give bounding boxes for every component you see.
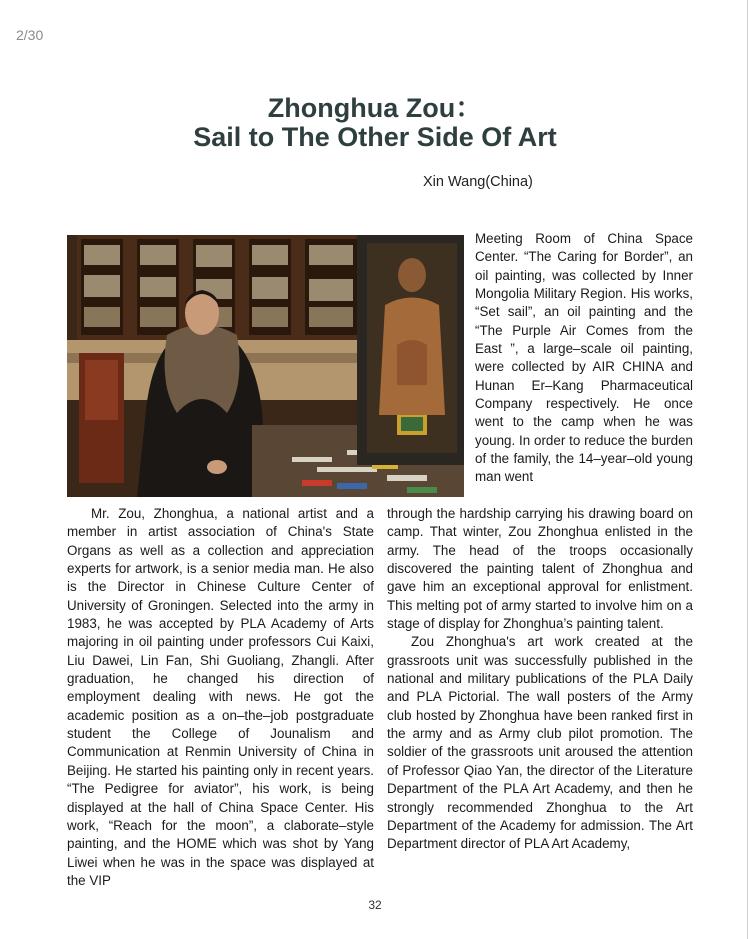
left-paragraph: Mr. Zou, Zhonghua, a national artist and a member in artist association of China's State Organs as well as a collection and appreciation experts for artwork, is a senior media man. He also is the Director in Chinese Culture Center of University of Groningen. Selected into the army in 1983, he was accepted by PLA Academy of Arts majoring in oil painting under professors Cui Kaixi, Liu Dawei, Lin Fan, Shi Guoliang, Zhangli. After graduation, he changed his direction of employment dealing with news. He got the academic position as a on–the–job postgraduate student the College of Jounalism and Communication at Renmin University of China in Beijing. He started his painting only in recent years. “The Pedigree for aviator”, his work, is being displayed at the hall of China Space Center. His work, “Reach for the moon”, a claborate–style painting, and the HOME which was shot by Yang Liwei when he was in the space was displayed at the VIP bbox=[67, 506, 374, 888]
right-paragraph-2: Zou Zhonghua's art work created at the grassroots unit was successfully published in the national and military publications of the PLA Daily and PLA Pictorial. The wall posters of the Army club hosted by Zhonghua have been ranked first in the army and as Army club pilot promotion. The soldier of the grassroots unit aroused the attention of Professor Qiao Yan, the director of the Literature Department of the PLA Art Academy, and then he strongly recommended Zhonghua to the Art Department of the Academy for admission. The Art Department director of PLA Art Academy, bbox=[387, 634, 693, 852]
artist-studio-photo-illustration bbox=[67, 235, 464, 497]
page-counter: 2/30 bbox=[16, 27, 44, 43]
page-edge-divider bbox=[747, 0, 748, 939]
right-column bbox=[387, 505, 693, 854]
article-title-line1: Zhonghua Zou： bbox=[267, 93, 483, 123]
right-top-paragraph: Meeting Room of China Space Center. “The Caring for Border”, an oil painting, was collected by Inner Mongolia Military Region. His works, “Set sail”, an oil painting and the “The Purple Air Comes from the East ”, a large–scale oil painting, were collected by AIR CHINA and Hunan Er–Kang Pharmaceutical Company respectively. He once went to the camp when he was young. In order to reduce the burden of the family, the 14–year–old young man went bbox=[475, 231, 693, 485]
right-column-top-text bbox=[475, 230, 693, 487]
right-paragraph-continued: through the hardship carrying his drawing board on camp. That winter, Zou Zhonghua enlisted in the army. The head of the troops occasionally discovered the painting talent of Zhonghua and gave him an exceptional approval for enlistment. This melting pot of army started to involve him on a stage of display for Zhonghua’s painting talent. bbox=[387, 506, 693, 632]
left-column bbox=[67, 505, 374, 890]
artist-studio-photo bbox=[67, 235, 464, 497]
article-author: Xin Wang(China) bbox=[423, 174, 533, 190]
article-title-line2: Sail to The Other Side Of Art bbox=[193, 122, 557, 152]
page-number: 32 bbox=[368, 898, 382, 912]
